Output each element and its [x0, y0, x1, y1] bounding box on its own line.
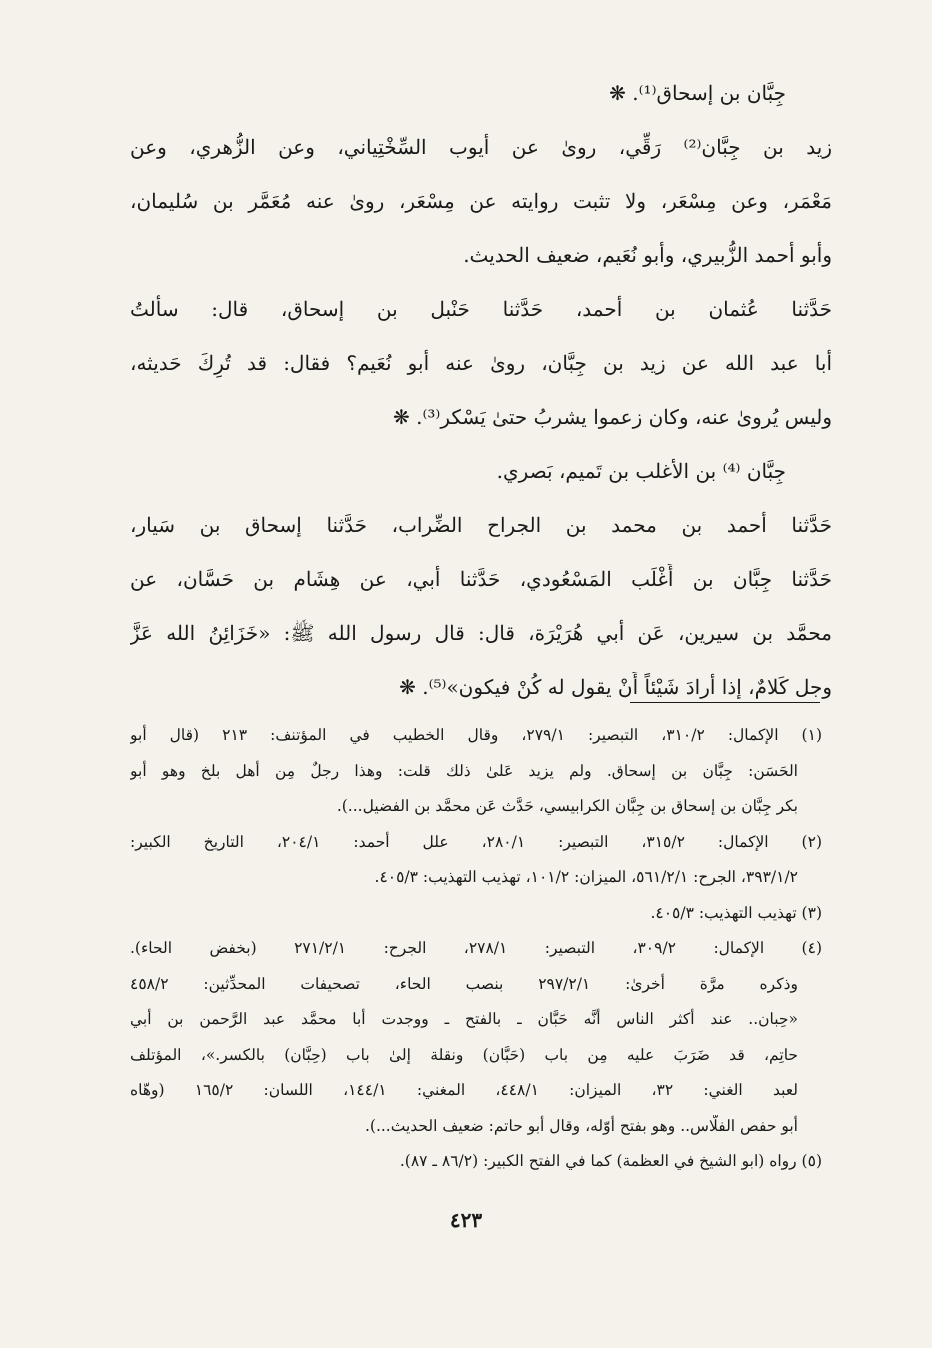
footnote-line: «حِبان.. عند أكثر الناس أنَّه حَبَّان ـ بالفتح ـ ووجدت أبا محمَّد عبد الرَّحمن بن أبي	[130, 1010, 798, 1028]
footnote-line: (٣) تهذيب التهذيب: ٤٠٥/٣.	[650, 903, 822, 922]
footnote-line: ٣٩٣/١/٢، الجرح: ٥٦١/٢/١، الميزان: ١٠١/٢، تهذيب التهذيب: ٤٠٥/٣.	[374, 868, 798, 886]
body-line: محمَّد بن سيرين، عَن أبي هُرَيْرَة، قال: قال رسول الله ﷺ: «خَزَائِنُ الله عَزَّ	[130, 621, 832, 645]
footnote-line: (١) الإكمال: ٣١٠/٢، التبصير: ٢٧٩/١، وقال الخطيب في المؤتنف: ٢١٣ (قال أبو	[130, 726, 822, 744]
entry-heading-jibban-ibn-al-aghlab: جِبَّان ⁽⁴⁾ بن الأغلب بن تَميم، بَصري.	[496, 459, 786, 483]
footnotes	[130, 724, 822, 1186]
body-line: حَدَّثنا عُثمان بن أحمد، حَدَّثنا حَنْبل بن إسحاق، قال: سألتُ	[130, 297, 832, 321]
body-line: زيد بن جِبَّان⁽²⁾ رَقِّي، روىٰ عن أيوب السِّخْتِياني، وعن الزُّهري، وعن	[130, 135, 832, 159]
main-text	[130, 78, 832, 726]
footnote-line: لعبد الغني: ٣٢، الميزان: ٤٤٨/١، المغني: ١٤٤/١، اللسان: ١٦٥/٢ (وهّاه	[130, 1081, 798, 1099]
footnote-line: وذكره مرَّة أخرىٰ: ٢٩٧/٢/١ بنصب الحاء، تصحيفات المحدِّثين: ٤٥٨/٢	[130, 974, 798, 993]
body-line: أبا عبد الله عن زيد بن جِبَّان، روىٰ عنه أبو نُعَيم؟ فقال: قد تُرِكَ حَديثه،	[130, 351, 832, 375]
body-line: حَدَّثنا أحمد بن محمد بن الجراح الضِّراب، حَدَّثنا إسحاق بن سَيار،	[130, 513, 832, 537]
body-line: حَدَّثنا جِبَّان بن أَغْلَب المَسْعُودي، حَدَّثنا أبي، عن هِشَام بن حَسَّان، عن	[130, 567, 832, 591]
page-number: ٤٢٣	[449, 1208, 483, 1232]
footnote-line: حاتِم، قد ضَرَبَ عليه مِن باب (حَبَّان) ونقلة إلىٰ باب (حِبَّان) بالكسر.»، المؤتلف	[130, 1045, 798, 1064]
body-line: مَعْمَر، وعن مِسْعَر، ولا تثبت روايته عن مِسْعَر، روىٰ عنه مُعَمَّر بن سُليمان،	[130, 189, 832, 213]
body-line: وليس يُروىٰ عنه، وكان زعموا يشربُ حتىٰ يَسْكر⁽³⁾. ❋	[392, 405, 832, 429]
footnote-divider	[630, 702, 820, 703]
footnote-line: (٤) الإكمال: ٣٠٩/٢، التبصير: ٢٧٨/١، الجرح: ٢٧١/٢/١ (بخفض الحاء).	[130, 939, 822, 957]
footnote-line: (٢) الإكمال: ٣١٥/٢، التبصير: ٢٨٠/١، علل أحمد: ٢٠٤/١، التاريخ الكبير:	[130, 832, 822, 851]
body-line: وأبو أحمد الزُّبيري، وأبو نُعَيم، ضعيف الحديث.	[463, 243, 832, 267]
footnote-line: بكر جِبَّان بن إسحاق بن جِبَّان الكرابيسي، حَدَّث عَن محمَّد بن الفضيل...).	[336, 797, 798, 815]
body-line: وجل كَلامٌ، إذا أرادَ شَيْئاً أَنْ يقول له كُنْ فيكون»⁽⁵⁾. ❋	[399, 675, 832, 699]
footnote-line: الحَسَن: جِبَّان بن إسحاق. ولم يزيد عَلىٰ ذلك قلت: وهذا رجلٌ مِن أهل بلخ وهو أبو	[130, 761, 798, 780]
entry-heading-jibban-ibn-ishaq: جِبَّان بن إسحاق⁽¹⁾. ❋	[609, 81, 786, 105]
footnote-line: (٥) رواه (ابو الشيخ في العظمة) كما في الفتح الكبير: (٨٦/٢ ـ ٨٧).	[399, 1152, 822, 1170]
footnote-line: أبو حفص الفلّاس.. وهو بفتح أوّله، وقال أبو حاتم: ضعيف الحديث...).	[364, 1116, 798, 1135]
